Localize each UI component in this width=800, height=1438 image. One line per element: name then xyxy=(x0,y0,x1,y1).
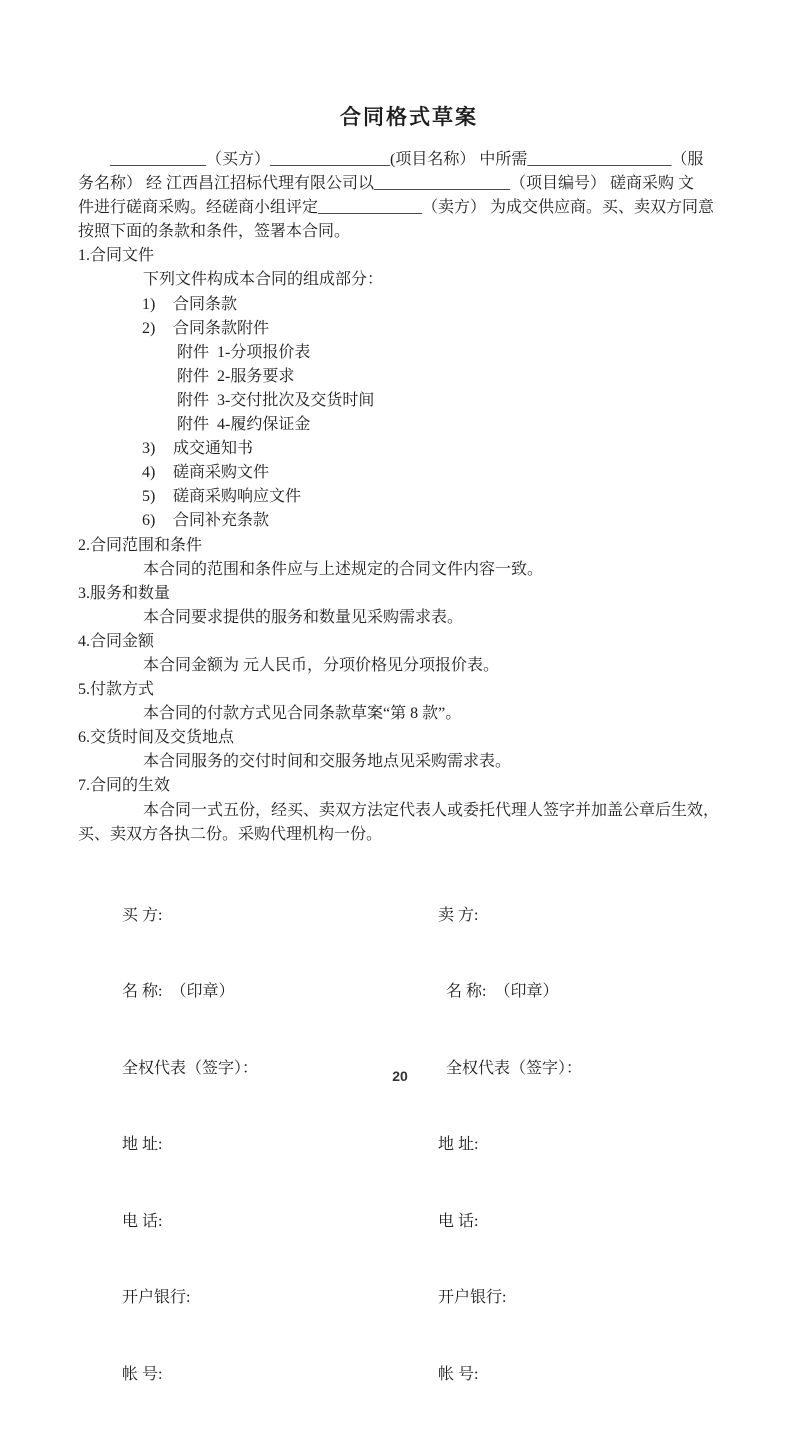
intro-line: 按照下面的条款和条件，签署本合同。 xyxy=(78,223,351,241)
signature-block xyxy=(78,852,740,1438)
list-item-number: 1) xyxy=(142,295,156,313)
section-paragraph: 本合同一式五份，经买、卖双方法定代表人或委托代理人签字并加盖公章后生效， xyxy=(143,801,720,819)
list-item xyxy=(78,293,740,317)
list-item xyxy=(78,437,740,461)
list-item-text: 磋商采购响应文件 xyxy=(173,488,302,506)
attachment-line: 附件 2-服务要求 xyxy=(177,367,295,385)
buyer-bank-field: 开户银行: xyxy=(122,1289,191,1307)
section-heading: 6.交货时间及交货地点 xyxy=(78,729,235,747)
seller-phone-field: 电 话: xyxy=(438,1212,479,1230)
list-item xyxy=(78,317,740,341)
section-paragraph: 本合同金额为 元人民币，分项价格见分项报价表。 xyxy=(143,656,500,674)
seller-signature-column xyxy=(438,852,740,1438)
buyer-account-field: 帐 号: xyxy=(122,1365,163,1383)
list-item-text: 合同条款 xyxy=(173,295,238,313)
attachment-line: 附件 4-履约保证金 xyxy=(177,416,311,434)
document-title: 合同格式草案 xyxy=(340,105,478,129)
buyer-representative-field: 全权代表（签字）： xyxy=(122,1059,259,1077)
list-item xyxy=(78,509,740,533)
list-item-text: 合同条款附件 xyxy=(173,319,270,337)
page-number: 20 xyxy=(392,1068,408,1084)
attachment-line: 附件 3-交付批次及交货时间 xyxy=(177,391,375,409)
section-heading: 1.合同文件 xyxy=(78,247,155,265)
section-paragraph: 本合同的付款方式见合同条款草案“第 8 款”。 xyxy=(143,705,462,723)
list-item-number: 5) xyxy=(142,488,156,506)
section-heading: 5.付款方式 xyxy=(78,681,155,699)
section-paragraph: 本合同服务的交付时间和交服务地点见采购需求表。 xyxy=(143,753,512,771)
list-item-text: 成交通知书 xyxy=(173,440,254,458)
intro-line: ____________（买方）_______________(项目名称） 中所需__________________（服 xyxy=(110,151,704,168)
list-item xyxy=(78,485,740,509)
section-paragraph-continued: 买、卖双方各执二份。采购代理机构一份。 xyxy=(78,825,383,843)
section-heading: 7.合同的生效 xyxy=(78,777,171,795)
section-paragraph: 下列文件构成本合同的组成部分： xyxy=(143,271,384,289)
intro-line: 件进行磋商采购。经磋商小组评定_____________（卖方） 为成交供应商。买、卖双方同意 xyxy=(78,199,715,217)
section-heading: 4.合同金额 xyxy=(78,632,155,650)
seller-account-field: 帐 号: xyxy=(438,1365,479,1383)
seller-name-field: 名 称: （印章） xyxy=(446,983,559,1001)
list-item-number: 2) xyxy=(142,319,156,337)
list-item xyxy=(78,461,740,485)
intro-line: 务名称） 经 江西昌江招标代理有限公司以_________________（项目编号） 磋商采购 文 xyxy=(78,175,695,193)
list-item-number: 3) xyxy=(142,440,156,458)
list-item-text: 合同补充条款 xyxy=(173,512,270,530)
attachment-line: 附件 1-分项报价表 xyxy=(177,343,311,361)
buyer-signature-column xyxy=(122,852,438,1438)
section-paragraph: 本合同的范围和条件应与上述规定的合同文件内容一致。 xyxy=(143,560,544,578)
seller-party-label: 卖 方: xyxy=(438,906,479,924)
buyer-address-field: 地 址: xyxy=(122,1136,163,1154)
buyer-name-field: 名 称: （印章） xyxy=(122,983,235,1001)
seller-address-field: 地 址: xyxy=(438,1136,479,1154)
list-item-text: 磋商采购文件 xyxy=(173,464,270,482)
section-heading: 3.服务和数量 xyxy=(78,584,171,602)
list-item-number: 6) xyxy=(142,512,156,530)
section-paragraph: 本合同要求提供的服务和数量见采购需求表。 xyxy=(143,608,464,626)
list-item-number: 4) xyxy=(142,464,156,482)
section-heading: 2.合同范围和条件 xyxy=(78,536,203,554)
buyer-party-label: 买 方: xyxy=(122,906,163,924)
buyer-phone-field: 电 话: xyxy=(122,1212,163,1230)
seller-representative-field: 全权代表（签字）： xyxy=(446,1059,583,1077)
seller-bank-field: 开户银行: xyxy=(438,1289,507,1307)
